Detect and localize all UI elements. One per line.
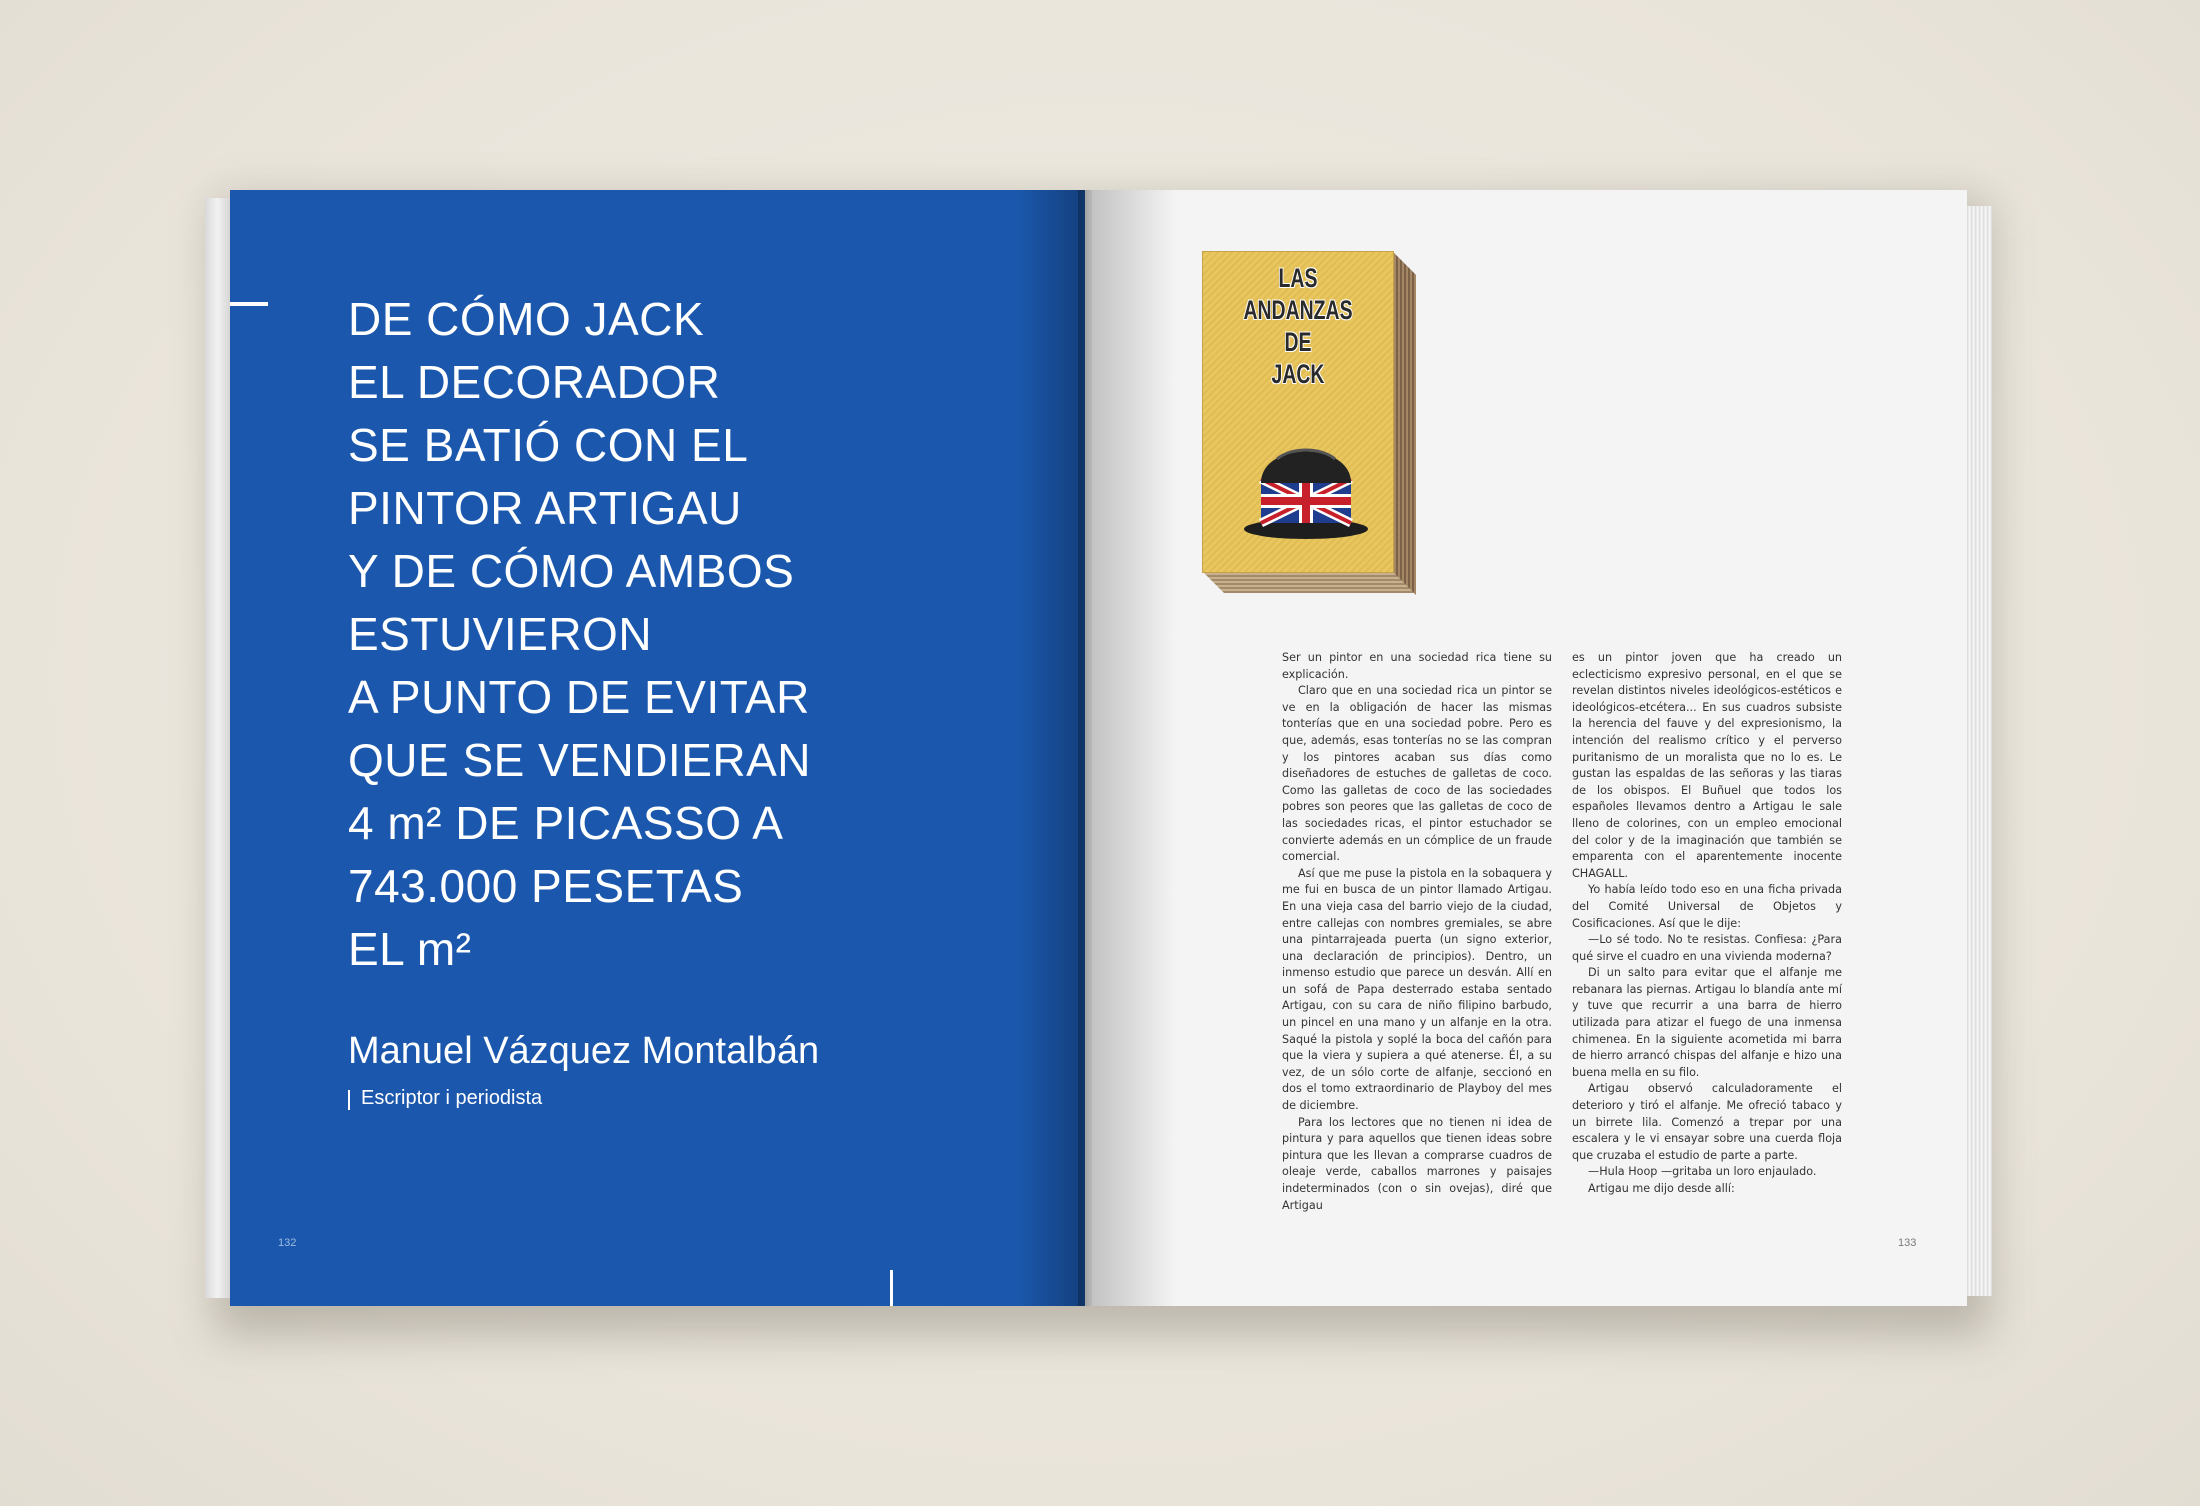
page-number-left: 132	[278, 1237, 297, 1249]
paragraph: Para los lectores que no tienen ni idea de pintura y para aquellos que tienen ideas sobre pintura que les llevan a comprarse cuadros de oleaje verde, caballos marrones y paisajes indeterminados (con o sin ovejas), diré que Artigau	[1282, 1115, 1552, 1212]
title-line: EL m²	[348, 923, 472, 975]
paragraph: Claro que en una sociedad rica un pintor se ve en la obligación de hacer las mismas tonterías que en una sociedad pobre. Pero es que, además, esas tonterías no se las compran y los pintores acaban sus días como diseñadores de estuches de galletas de coco. Como las galletas de coco de las sociedades pobres son peores que las galletas de coco de las sociedades ricas, el pintor estuchador se convierte además en un cómplice de un fraude comercial.	[1282, 684, 1552, 864]
title-line: PINTOR ARTIGAU	[348, 482, 742, 534]
paragraph: es un pintor joven que ha creado un eclecticismo expresivo personal, en el que se revelan distintos niveles ideológicos-estéticos e ideológicos-etcétera... En sus cuadros subsiste la herencia del fauve y del expresionismo, la intención del realismo crítico y el perverso puritanismo de un moralista que no lo es. Le gustan las espaldas de las señoras y las tiaras de los obispos. El Buñuel que todos los españoles llevamos dentro a Artigau le sale lleno de colorines, con un empleo emocional del color y de la imaginación que también se emparenta con el aparentemente inocente CHAGALL.	[1572, 651, 1842, 880]
book-cover-title-line: DE	[1284, 327, 1312, 357]
role-bar	[348, 1090, 350, 1110]
book-cover-title	[1230, 262, 1367, 390]
book-cover-title-line: LAS	[1278, 263, 1318, 293]
paragraph: Artigau observó calculadoramente el deterioro y tiró el alfanje. Me ofreció tabaco y un birrete lila. Comenzó a trepar por una escalera y le vi ensayar sobre una cuerda floja que cruzaba el estudio de parte a parte.	[1572, 1082, 1842, 1162]
book-spine-side	[1392, 251, 1416, 595]
title-line: A PUNTO DE EVITAR	[348, 671, 810, 723]
text-column-2	[1572, 650, 1842, 1198]
paragraph: —Hula Hoop —gritaba un loro enjaulado.	[1588, 1165, 1817, 1179]
title-line: Y DE CÓMO AMBOS	[348, 545, 795, 597]
title-line: SE BATIÓ CON EL	[348, 419, 749, 471]
paragraph: Ser un pintor en una sociedad rica tiene su explicación.	[1282, 651, 1552, 681]
left-page	[230, 190, 1085, 1306]
title-line: QUE SE VENDIERAN	[348, 734, 811, 786]
book-cover-illustration	[1202, 251, 1422, 593]
title-line: 4 m² DE PICASSO A	[348, 797, 784, 849]
page-number-right: 133	[1898, 1237, 1917, 1249]
title-line: ESTUVIERON	[348, 608, 653, 660]
book-spine-gutter	[1078, 190, 1092, 1306]
title-line: 743.000 PESETAS	[348, 860, 744, 912]
text-column-1	[1282, 650, 1552, 1214]
top-rule	[230, 302, 268, 306]
author-name: Manuel Vázquez Montalbán	[348, 1030, 820, 1072]
bottom-rule	[890, 1270, 893, 1306]
book-cover-title-line: JACK	[1271, 359, 1325, 389]
author-role: Escriptor i periodista	[361, 1087, 543, 1109]
paragraph: Así que me puse la pistola en la sobaquera y me fui en busca de un pintor llamado Artigau. En una vieja casa del barrio viejo de la ciudad, entre callejas con nombres gremiales, se abre una pintarrajeada puerta (un signo exterior, una declaración de principios). Dentro, un inmenso estudio que parece un desván. Allí en un sofá de Papa desterrado estaba sentado Artigau, con su cara de niño filipino barbudo, un pincel en una mano y un alfanje en la otra. Saqué la pistola y soplé la boca del cañón para que la viera y supiera a qué atenerse. Él, a su vez, de un sólo corte de alfanje, seccionó en dos el tomo extraordinario de Playboy del mes de diciembre.	[1282, 866, 1552, 1113]
book-cover-title-line: ANDANZAS	[1243, 295, 1353, 325]
paragraph: —Lo sé todo. No te resistas. Confiesa: ¿Para qué sirve el cuadro en una vivienda moderna?	[1572, 933, 1842, 963]
title-line: DE CÓMO JACK	[348, 293, 705, 345]
book-pages-bottom	[1202, 571, 1414, 593]
bowler-hat-icon	[1241, 437, 1371, 542]
paragraph: Yo había leído todo eso en una ficha privada del Comité Universal de Objetos y Cosificaciones. Así que le dije:	[1572, 883, 1842, 930]
left-page-edge	[205, 198, 233, 1298]
article-title	[348, 288, 968, 981]
paragraph: Di un salto para evitar que el alfanje me rebanara las piernas. Artigau lo blandía ante mí y tuve que recurrir a una barra de hierro utilizada para atizar el fuego de una inmensa chimenea. En la siguiente acometida mi barra de hierro arrancó chispas del alfanje e hizo una buena mella en su filo.	[1572, 966, 1842, 1079]
right-page	[1085, 190, 1967, 1306]
paragraph: Artigau me dijo desde allí:	[1588, 1182, 1735, 1195]
title-line: EL DECORADOR	[348, 356, 721, 408]
book-cover-face	[1202, 251, 1394, 573]
